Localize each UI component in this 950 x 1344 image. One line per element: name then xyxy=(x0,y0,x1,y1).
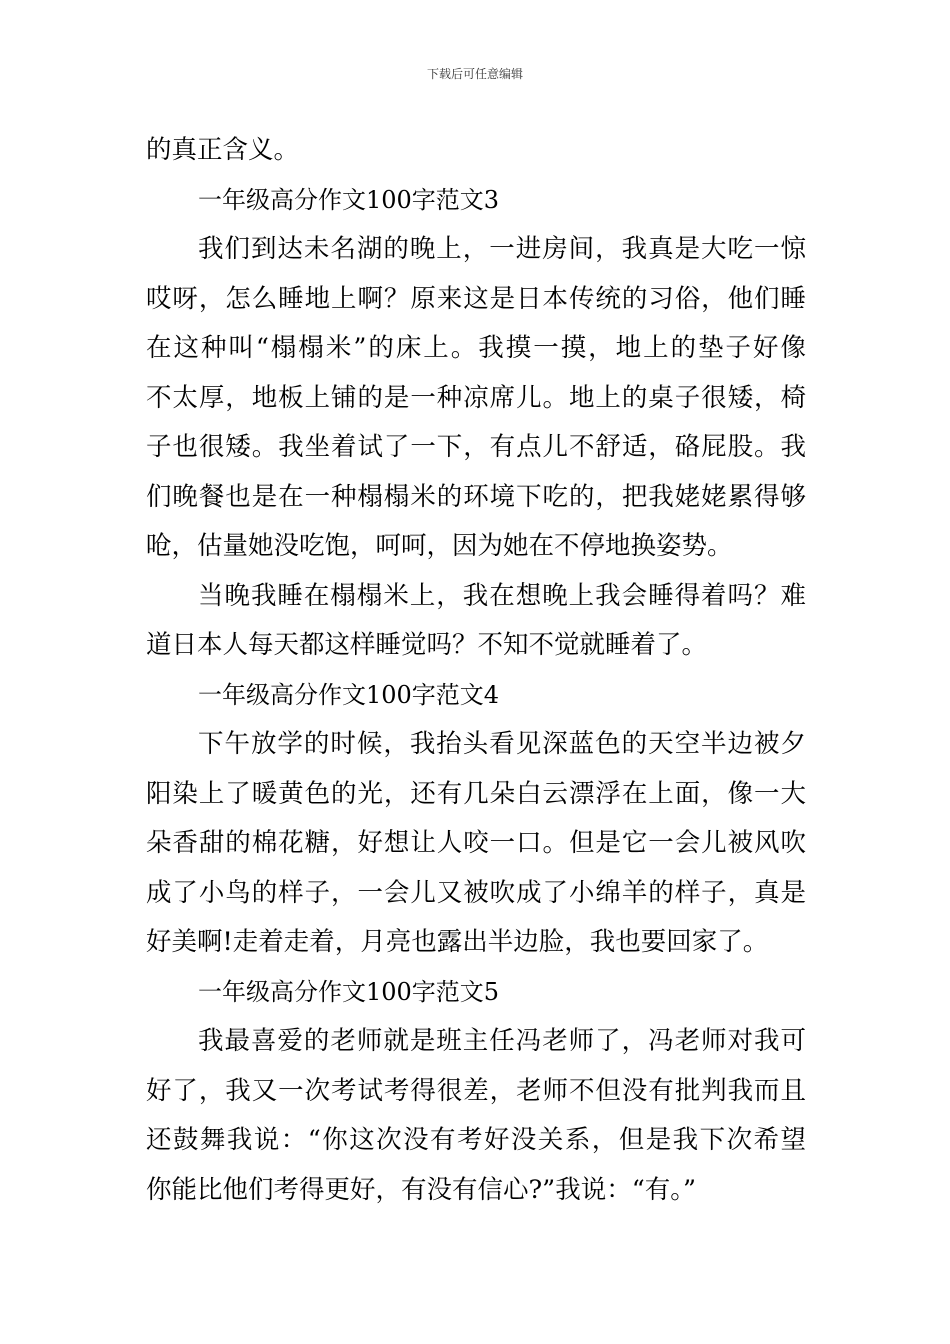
paragraph-line: 好了，我又一次考试考得很差，老师不但没有批判我而且 xyxy=(146,1075,806,1106)
paragraph-line: 呛，估量她没吃饱，呵呵，因为她在不停地换姿势。 xyxy=(146,531,733,561)
paragraph-line: 哎呀，怎么睡地上啊？原来这是日本传统的习俗，他们睡 xyxy=(146,283,806,314)
paragraph-line: 们晚餐也是在一种榻榻米的环境下吃的，把我姥姥累得够 xyxy=(146,481,806,512)
paragraph-line: 好美啊!走着走着，月亮也露出半边脸，我也要回家了。 xyxy=(146,927,769,957)
paragraph-line: 道日本人每天都这样睡觉吗？不知不觉就睡着了。 xyxy=(146,630,708,660)
paragraph-line: 阳染上了暖黄色的光，还有几朵白云漂浮在上面，像一大 xyxy=(146,778,806,809)
section-heading-5: 一年级高分作文100字范文5 xyxy=(198,977,500,1006)
paragraph-line: 在这种叫“榻榻米”的床上。我摸一摸，地上的垫子好像 xyxy=(146,333,806,363)
header-note: 下载后可任意编辑 xyxy=(426,67,523,81)
paragraph-line: 朵香甜的棉花糖，好想让人咬一口。但是它一会儿被风吹 xyxy=(146,828,806,858)
paragraph-line: 成了小鸟的样子，一会儿又被吹成了小绵羊的样子，真是 xyxy=(146,877,806,908)
document-body xyxy=(146,126,806,1215)
paragraph-line: 当晚我睡在榻榻米上，我在想晚上我会睡得着吗？难 xyxy=(198,580,806,611)
paragraph-line: 还鼓舞我说：“你这次没有考好没关系，但是我下次希望 xyxy=(146,1125,806,1155)
paragraph-line: 我们到达未名湖的晚上，一进房间，我真是大吃一惊 xyxy=(198,234,806,264)
paragraph-line: 子也很矮。我坐着试了一下，有点儿不舒适，硌屁股。我 xyxy=(146,432,806,462)
section-heading-3: 一年级高分作文100字范文3 xyxy=(198,185,500,214)
paragraph-line: 不太厚，地板上铺的是一种凉席儿。地上的桌子很矮，椅 xyxy=(146,382,806,413)
paragraph-line: 的真正含义。 xyxy=(146,135,300,165)
paragraph-line: 你能比他们考得更好，有没有信心?”我说：“有。” xyxy=(146,1174,697,1205)
paragraph-line: 下午放学的时候，我抬头看见深蓝色的天空半边被夕 xyxy=(198,729,806,759)
section-heading-4: 一年级高分作文100字范文4 xyxy=(198,680,500,709)
paragraph-line: 我最喜爱的老师就是班主任冯老师了，冯老师对我可 xyxy=(198,1026,806,1056)
